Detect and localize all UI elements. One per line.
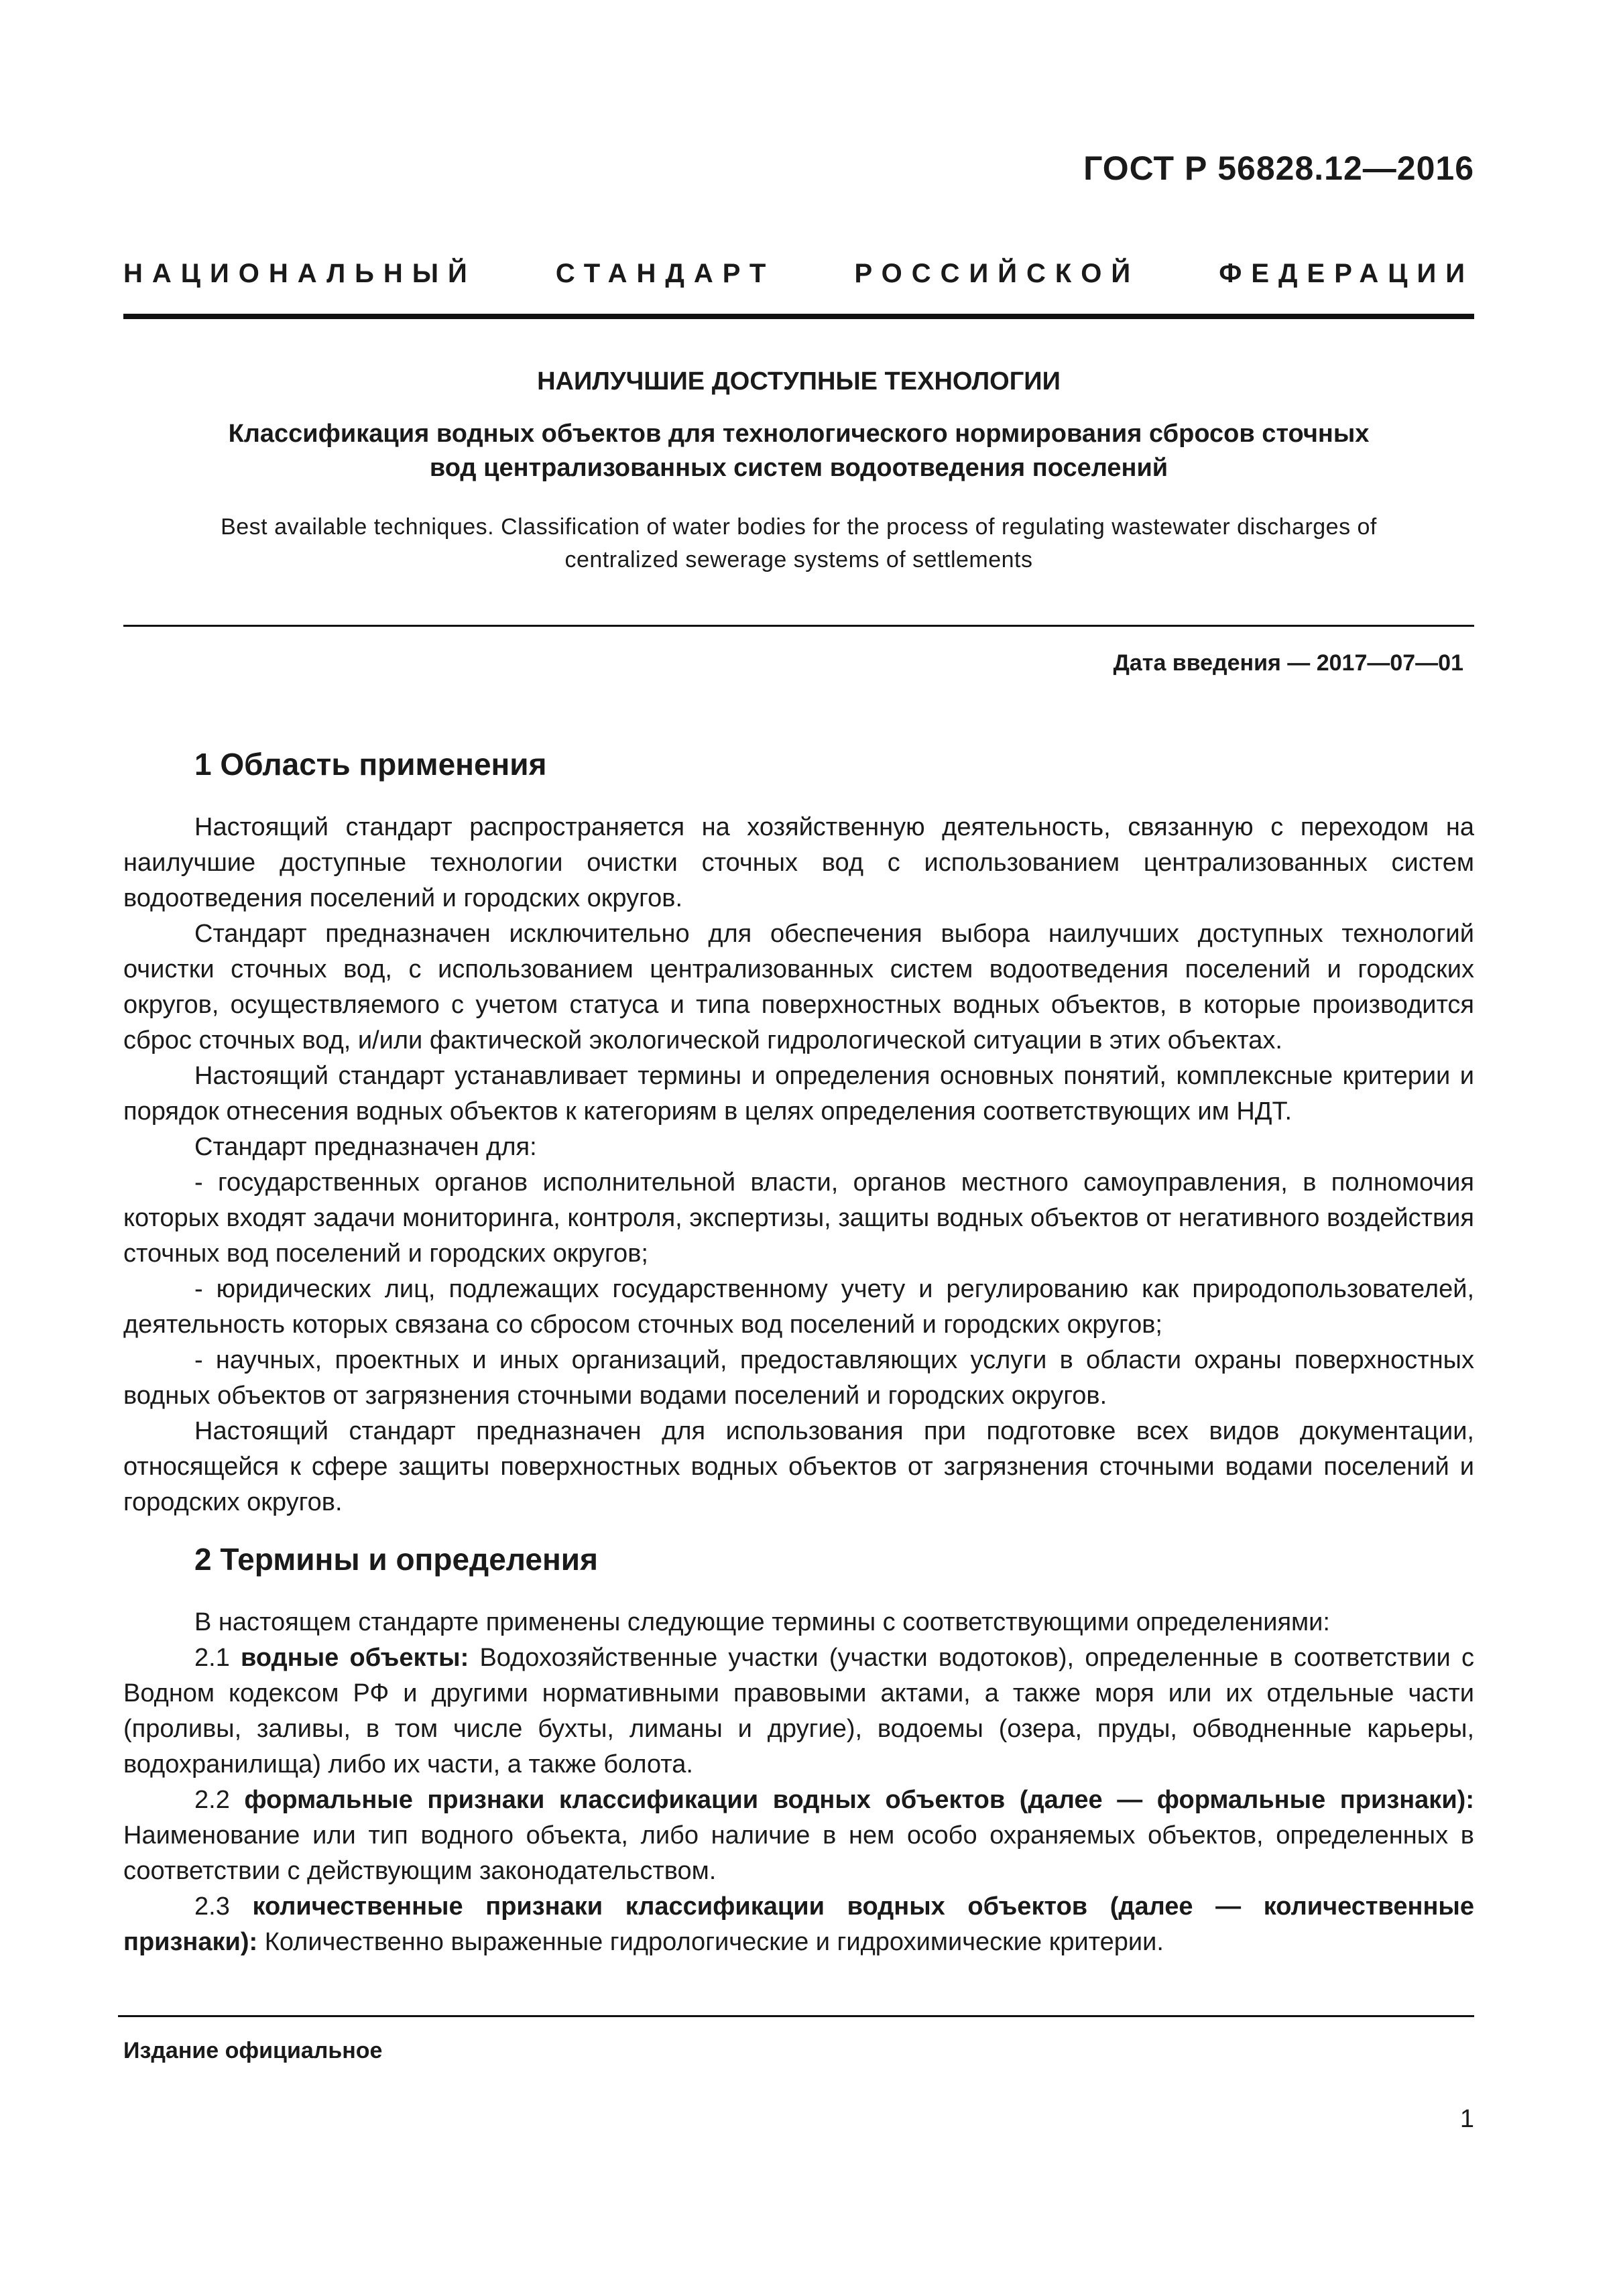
title-rule (123, 625, 1474, 627)
term-name: водные объекты: (241, 1644, 469, 1672)
list-item: - государственных органов исполнительной власти, органов местного самоуправления, в полномочия которых входят задачи мониторинга, контроля, экспертизы, защиты водных объектов от негативного воздействия сточных вод поселений и городских округов; (123, 1168, 1474, 1268)
term-definition (123, 1640, 1474, 1783)
term-number: 2.1 (194, 1644, 241, 1672)
term-definition (123, 1783, 1474, 1889)
page-number: 1 (1459, 2105, 1474, 2133)
subtitle-line: Классификация водных объектов для технологического нормирования сбросов сточных (228, 420, 1370, 448)
header-rule (123, 314, 1474, 319)
term-name: количественные признаки классификации водных объектов (далее — количественные признаки): (123, 1892, 1474, 1956)
paragraph: В настоящем стандарте применены следующие термины с соответствующими определениями: (194, 1608, 1330, 1636)
document-body (123, 744, 1474, 1960)
footer-rule (118, 2015, 1474, 2017)
list-item: - научных, проектных и иных организаций, предоставляющих услуги в области охраны поверхностных водных объектов от загрязнения сточными водами поселений и городских округов. (123, 1346, 1474, 1410)
subtitle-line: вод централизованных систем водоотведения поселений (429, 453, 1168, 482)
english-title-line: centralized sewerage systems of settlements (564, 547, 1033, 573)
introduction-date: Дата введения — 2017—07—01 (1113, 650, 1463, 676)
term-text: Наименование или тип водного объекта, либо наличие в нем особо охраняемых объектов, определенных в соответствии с действующим законодательством. (123, 1821, 1474, 1885)
section-heading: 2 Термины и определения (194, 1542, 598, 1577)
paragraph: Настоящий стандарт устанавливает термины и определения основных понятий, комплексные критерии и порядок отнесения водных объектов к категориям в целях определения соответствующих им НДТ. (123, 1062, 1474, 1126)
document-code: ГОСТ Р 56828.12—2016 (1083, 149, 1474, 187)
paragraph: Стандарт предназначен исключительно для обеспечения выбора наилучших доступных технологий очистки сточных вод, с использованием централизованных систем водоотведения поселений и городских округов, осуществляемого с учетом статуса и типа поверхностных водных объектов, в которые производится сброс сточных вод, и/или фактической экологической гидрологической ситуации в этих объектах. (123, 920, 1474, 1054)
term-number: 2.2 (194, 1786, 245, 1814)
term-definition (123, 1889, 1474, 1960)
document-subtitle (123, 417, 1474, 485)
paragraph: Настоящий стандарт распространяется на хозяйственную деятельность, связанную с переходом на наилучшие доступные технологии очистки сточных вод с использованием централизованных систем водоотведения поселений и городских округов. (123, 813, 1474, 912)
term-number: 2.3 (194, 1892, 253, 1921)
edition-label: Издание официальное (123, 2038, 383, 2063)
list-item: - юридических лиц, подлежащих государственному учету и регулированию как природопользователей, деятельность которых связана со сбросом сточных вод поселений и городских округов; (123, 1275, 1474, 1339)
paragraph: Настоящий стандарт предназначен для использования при подготовке всех видов документации, относящейся к сфере защиты поверхностных водных объектов от загрязнения сточными водами поселений и городских округов. (123, 1417, 1474, 1516)
paragraph: Стандарт предназначен для: (194, 1133, 537, 1161)
english-title (123, 511, 1474, 577)
term-name: формальные признаки классификации водных объектов (далее — формальные признаки): (244, 1786, 1474, 1814)
document-title: НАИЛУЧШИЕ ДОСТУПНЫЕ ТЕХНОЛОГИИ (537, 367, 1061, 396)
section-heading: 1 Область применения (194, 747, 547, 782)
term-text: Водохозяйственные участки (участки водотоков), определенные в соответствии с Водном кодексом РФ и другими нормативными правовыми актами, а также моря или их отдельные части (проливы, заливы, в том числе бухты, лиманы и другие), водоемы (озера, пруды, обводненные карьеры, водохранилища) либо их части, а также болота. (123, 1644, 1474, 1778)
national-standard-banner: НАЦИОНАЛЬНЫЙ СТАНДАРТ РОССИЙСКОЙ ФЕДЕРАЦИИ (123, 259, 1474, 288)
english-title-line: Best available techniques. Classification of water bodies for the process of regulating wastewater discharges of (221, 514, 1377, 540)
term-text: Количественно выраженные гидрологические и гидрохимические критерии. (257, 1928, 1164, 1956)
